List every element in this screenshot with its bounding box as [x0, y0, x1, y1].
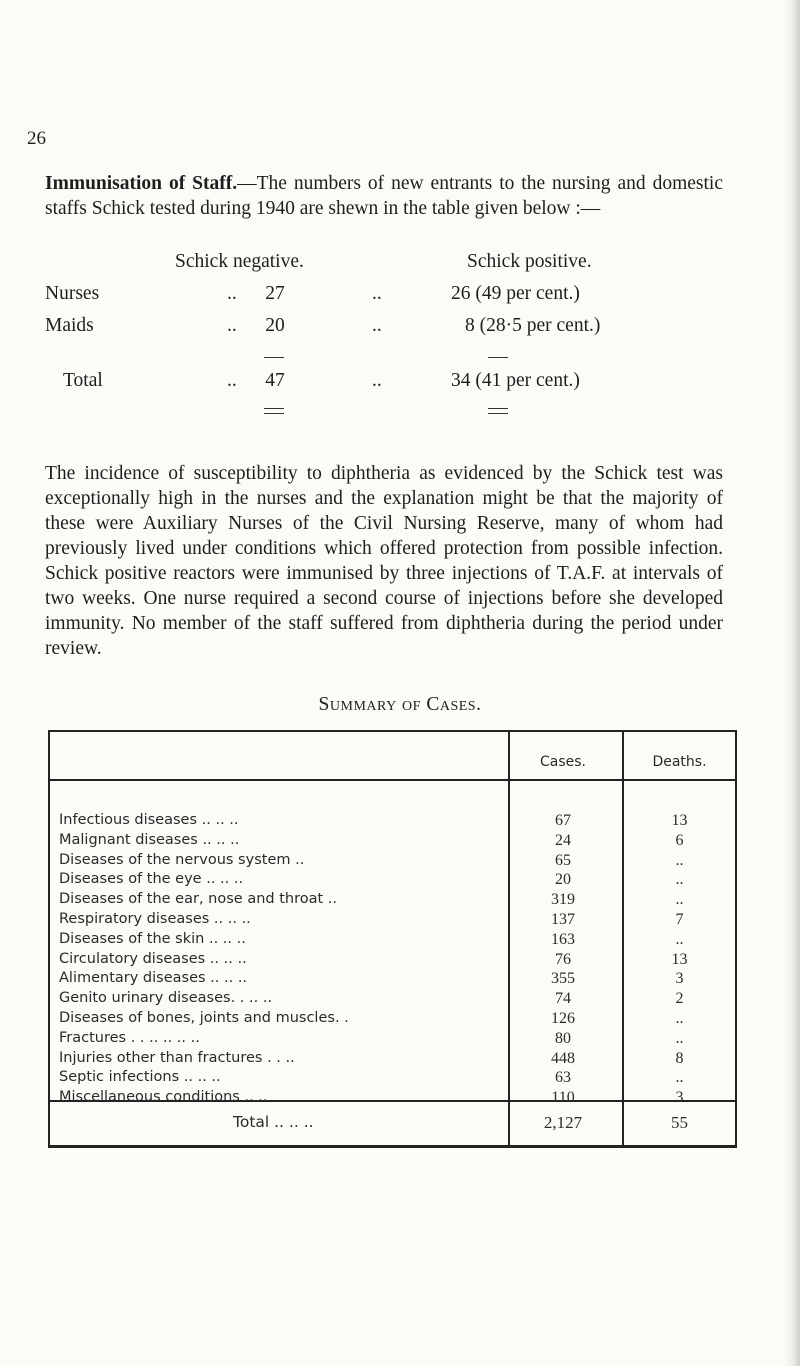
- row-label: Infectious diseases .. .. ..: [59, 812, 239, 828]
- col-cases: Cases.: [539, 754, 586, 770]
- row-label: Genito urinary diseases. . .. ..: [59, 990, 273, 1007]
- negative-count: 47: [265, 370, 285, 391]
- deaths-value: ..: [675, 871, 684, 889]
- table-row: [48, 891, 736, 913]
- row-label: Injuries other than fractures . . ..: [59, 1049, 295, 1066]
- deaths-value: 13: [671, 950, 688, 968]
- page-edge-shadow: [784, 0, 800, 1366]
- total-label: Total .. .. ..: [233, 1113, 314, 1131]
- table-row: [48, 990, 736, 1012]
- cases-value: 65: [555, 851, 571, 869]
- positive-count: 34 (41 per cent.): [451, 370, 580, 391]
- cases-value: 355: [551, 970, 575, 988]
- cases-value: 319: [551, 891, 575, 909]
- table-row: [48, 970, 736, 992]
- table-row: [48, 852, 736, 874]
- cases-value: 80: [555, 1029, 571, 1047]
- row-label: Circulatory diseases .. .. ..: [59, 950, 247, 967]
- leader-dots: ..: [227, 370, 237, 391]
- cases-value: 163: [551, 930, 575, 948]
- staff-row-nurses: [0, 283, 800, 309]
- deaths-value: ..: [675, 1069, 684, 1087]
- deaths-value: 2: [675, 990, 684, 1008]
- col-schick-positive: Schick positive.: [467, 251, 592, 272]
- table-row: [48, 1030, 736, 1052]
- staff-table-header: [0, 251, 800, 277]
- table-bottom-border: [48, 1145, 736, 1148]
- cases-value: 448: [551, 1049, 575, 1067]
- table-header-rule: [48, 779, 736, 781]
- table-row: [48, 1050, 736, 1072]
- positive-count: 8 (28·5 per cent.): [465, 315, 601, 336]
- sum-rule: [488, 357, 508, 358]
- table-row: [48, 832, 736, 854]
- positive-count: 26 (49 per cent.): [451, 283, 580, 304]
- leader-dots: ..: [372, 370, 382, 391]
- deaths-value: ..: [675, 1010, 684, 1027]
- section-heading: Immunisation of Staff.: [45, 173, 238, 194]
- row-label: Total: [63, 370, 103, 391]
- row-label: Diseases of the skin .. .. ..: [59, 930, 246, 947]
- col-deaths: Deaths.: [652, 754, 707, 770]
- sum-rule: [264, 357, 284, 358]
- row-label: Miscellaneous conditions .. ..: [59, 1089, 268, 1106]
- table-header-row: [48, 754, 736, 776]
- total-deaths: 55: [671, 1113, 688, 1132]
- leader-dots: ..: [372, 283, 382, 304]
- cases-value: 76: [555, 950, 571, 968]
- row-label: Fractures . . .. .. .. ..: [59, 1029, 200, 1046]
- cases-value: 20: [555, 871, 571, 889]
- table-row: [48, 1089, 736, 1111]
- table-row: [48, 1069, 736, 1091]
- staff-row-maids: [0, 315, 800, 341]
- deaths-value: 3: [675, 1089, 684, 1107]
- cases-value: 63: [555, 1069, 571, 1087]
- row-label: Maids: [45, 315, 94, 336]
- row-label: Diseases of the ear, nose and throat ..: [59, 891, 337, 908]
- deaths-value: 3: [675, 970, 684, 988]
- table-row: [48, 931, 736, 953]
- row-label: Respiratory diseases .. .. ..: [59, 911, 251, 927]
- leader-dots: ..: [372, 315, 382, 336]
- cases-value: 24: [555, 831, 571, 849]
- deaths-value: ..: [675, 930, 684, 948]
- intro-text: —The numbers of new entrants to the nursing and domestic staffs Schick tested during 1940 are shewn in the table given below :—: [45, 173, 723, 219]
- cases-value: 74: [555, 990, 571, 1008]
- deaths-value: 6: [675, 831, 684, 849]
- table-top-border: [48, 730, 736, 732]
- table-row: [48, 812, 736, 834]
- intro-paragraph: [45, 171, 723, 221]
- table-row: [48, 871, 736, 893]
- table-row: [48, 1010, 736, 1032]
- table-row: [48, 911, 736, 933]
- deaths-value: ..: [675, 851, 684, 869]
- staff-row-total: [0, 370, 800, 396]
- leader-dots: ..: [227, 283, 237, 304]
- cases-value: 67: [555, 812, 571, 829]
- negative-count: 27: [265, 283, 285, 304]
- row-label: Nurses: [45, 283, 100, 304]
- cases-value: 110: [551, 1089, 575, 1107]
- cases-value: 126: [551, 1010, 575, 1027]
- table-row: [48, 951, 736, 973]
- row-label: Septic infections .. .. ..: [59, 1069, 221, 1086]
- deaths-value: 7: [675, 911, 684, 928]
- row-label: Diseases of the eye .. .. ..: [59, 871, 244, 888]
- deaths-value: ..: [675, 891, 684, 909]
- negative-count: 20: [265, 315, 285, 336]
- page-number: 26: [27, 128, 46, 149]
- row-label: Diseases of bones, joints and muscles. .: [59, 1010, 349, 1026]
- total-cases: 2,127: [543, 1113, 583, 1132]
- total-double-rule: [488, 408, 508, 414]
- deaths-value: 13: [671, 812, 688, 829]
- deaths-value: ..: [675, 1029, 684, 1047]
- row-label: Malignant diseases .. .. ..: [59, 831, 240, 848]
- row-label: Alimentary diseases .. .. ..: [59, 970, 248, 987]
- leader-dots: ..: [227, 315, 237, 336]
- total-double-rule: [264, 408, 284, 414]
- col-schick-negative: Schick negative.: [175, 251, 304, 272]
- row-label: Diseases of the nervous system ..: [59, 851, 305, 868]
- summary-title: Summary of Cases.: [318, 694, 482, 715]
- cases-value: 137: [551, 911, 575, 928]
- table-total-row: [48, 1113, 736, 1135]
- deaths-value: 8: [675, 1049, 684, 1067]
- body-paragraph: The incidence of susceptibility to diphtheria as evidenced by the Schick test was exceptionally high in the nurses and the explanation might be that the majority of these were Auxiliary Nurses of the Civil Nursing Reserve, many of whom had previously lived under conditions which offered protection from possible infection. Schick positive reactors were immunised by three injections of T.A.F. at intervals of two weeks. One nurse required a second course of injections before she developed immunity. No member of the staff suffered from diphtheria during the period under review.: [45, 463, 723, 659]
